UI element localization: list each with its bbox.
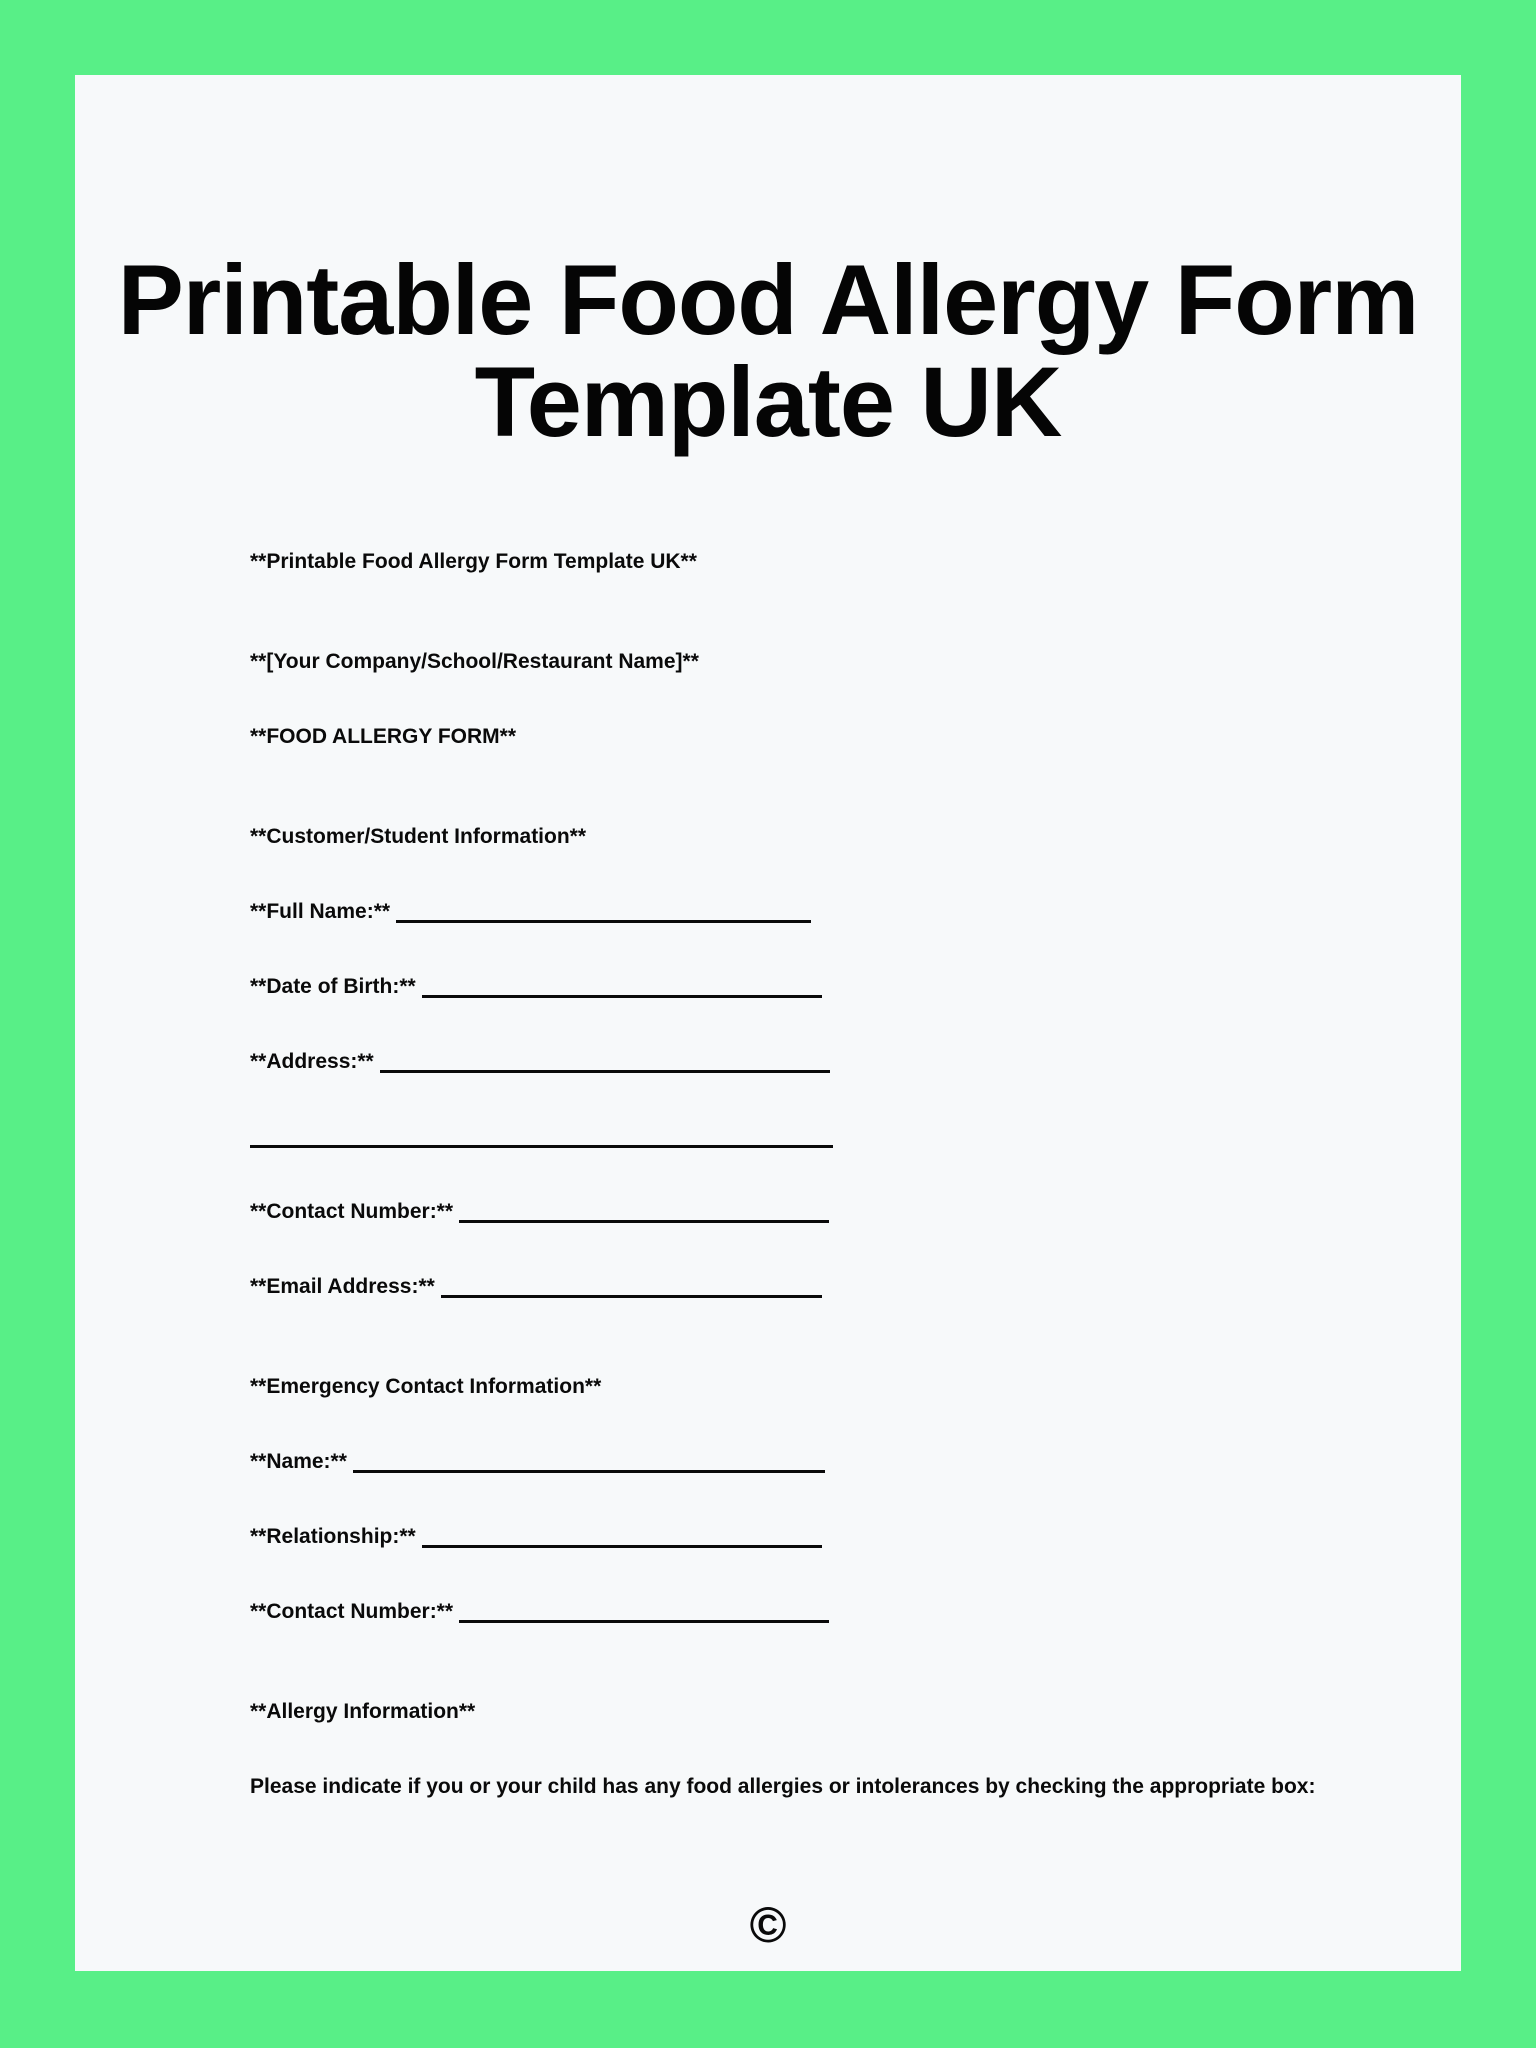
food-allergy-form-heading bbox=[250, 724, 1341, 750]
emergency-contact-number-label: **Contact Number:** bbox=[250, 1600, 454, 1623]
emergency-name-field bbox=[250, 1449, 1341, 1475]
full-name-label: **Full Name:** bbox=[250, 900, 391, 923]
address-field-line2 bbox=[250, 1124, 1341, 1150]
relationship-blank-line bbox=[422, 1524, 822, 1548]
address-blank-line2 bbox=[250, 1124, 833, 1148]
date-of-birth-label: **Date of Birth:** bbox=[250, 975, 416, 998]
emergency-name-blank-line bbox=[353, 1449, 825, 1473]
emergency-contact-heading-text: **Emergency Contact Information** bbox=[250, 1375, 602, 1398]
emergency-contact-number-field bbox=[250, 1599, 1341, 1625]
food-allergy-form-heading-text: **FOOD ALLERGY FORM** bbox=[250, 725, 517, 748]
copyright-symbol: © bbox=[749, 1897, 787, 1953]
date-of-birth-blank-line bbox=[422, 974, 822, 998]
contact-number-label: **Contact Number:** bbox=[250, 1200, 454, 1223]
allergy-info-heading bbox=[250, 1699, 1341, 1725]
emergency-contact-number-blank-line bbox=[459, 1599, 829, 1623]
emergency-name-label: **Name:** bbox=[250, 1450, 347, 1473]
address-field bbox=[250, 1049, 1341, 1075]
email-address-label: **Email Address:** bbox=[250, 1275, 435, 1298]
contact-number-blank-line bbox=[459, 1199, 829, 1223]
emergency-contact-heading bbox=[250, 1374, 1341, 1400]
address-blank-line bbox=[380, 1049, 830, 1073]
full-name-field bbox=[250, 899, 1341, 925]
full-name-blank-line bbox=[396, 899, 811, 923]
page-title: Printable Food Allergy Form Template UK bbox=[117, 244, 1419, 457]
customer-info-heading bbox=[250, 824, 1341, 850]
contact-number-field bbox=[250, 1199, 1341, 1225]
date-of-birth-field bbox=[250, 974, 1341, 1000]
relationship-label: **Relationship:** bbox=[250, 1525, 416, 1548]
company-name-line bbox=[250, 649, 1341, 675]
customer-info-heading-text: **Customer/Student Information** bbox=[250, 825, 587, 848]
md-heading-form-title bbox=[250, 549, 1341, 575]
allergy-instructions bbox=[250, 1774, 1341, 1800]
allergy-instructions-text: Please indicate if you or your child has any food allergies or intolerances by checking the appropriate box: bbox=[250, 1775, 1316, 1798]
document-page bbox=[75, 75, 1461, 1971]
email-address-field bbox=[250, 1274, 1341, 1300]
md-heading-form-title-text: **Printable Food Allergy Form Template UK** bbox=[250, 550, 697, 573]
address-label: **Address:** bbox=[250, 1050, 374, 1073]
relationship-field bbox=[250, 1524, 1341, 1550]
email-address-blank-line bbox=[441, 1274, 822, 1298]
allergy-info-heading-text: **Allergy Information** bbox=[250, 1700, 476, 1723]
company-name-text: **[Your Company/School/Restaurant Name]** bbox=[250, 650, 699, 673]
